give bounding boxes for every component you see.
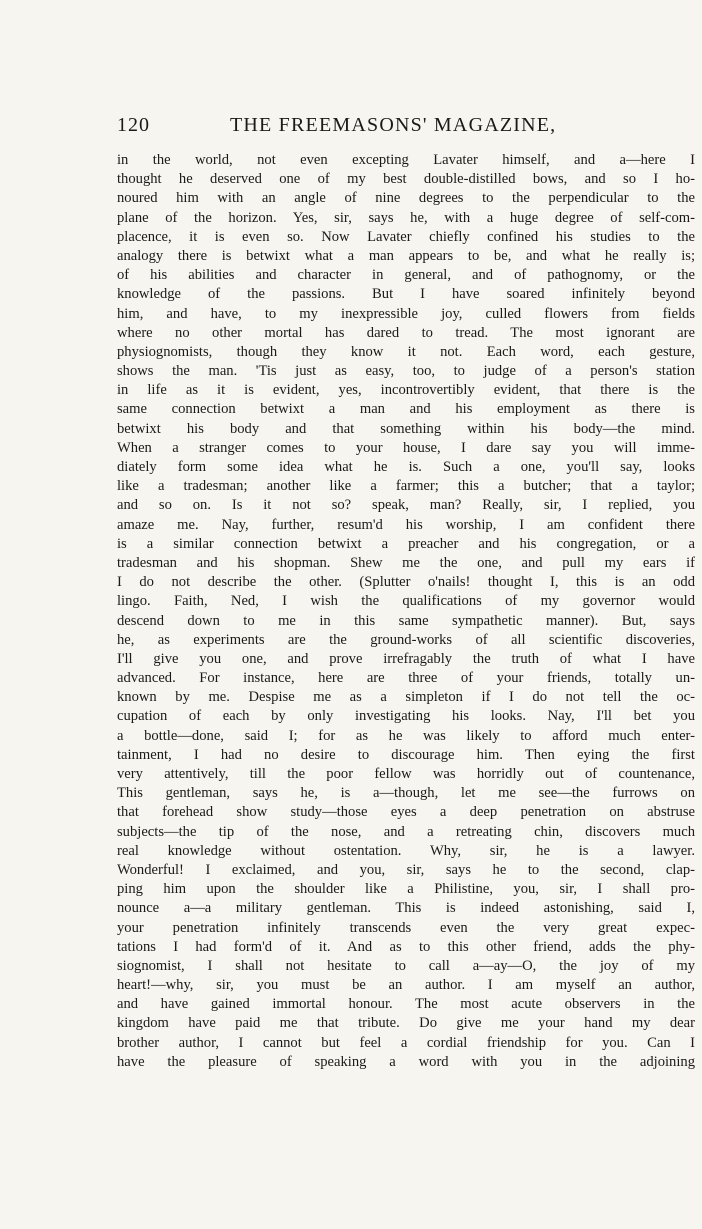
text-line: real knowledge without ostentation. Why, sir, he is a lawyer. [117, 842, 695, 859]
text-line: noured him with an angle of nine degrees to the perpendicular to the [117, 190, 695, 207]
text-line: like a tradesman; another like a farmer; this a butcher; that a taylor; [117, 478, 695, 495]
text-line: a bottle—done, said I; for as he was likely to afford much enter- [117, 727, 695, 744]
running-head: THE FREEMASONS' MAGAZINE, [230, 114, 557, 136]
text-line: tradesman and his shopman. Shew me the one, and pull my ears if [117, 554, 695, 571]
text-line: known by me. Despise me as a simpleton if I do not tell the oc- [117, 689, 695, 706]
text-line: is a similar connection betwixt a preacher and his congregation, or a [117, 535, 695, 552]
text-line: tainment, I had no desire to discourage him. Then eying the first [117, 746, 695, 763]
text-line: diately form some idea what he is. Such a one, you'll say, looks [117, 459, 695, 475]
text-line: him, and have, to my inexpressible joy, culled flowers from fields [117, 305, 695, 322]
text-line: This gentleman, says he, is a—though, let me see—the furrows on [117, 785, 695, 802]
body-text [117, 151, 695, 1072]
text-line: Wonderful! I exclaimed, and you, sir, says he to the second, clap- [117, 861, 695, 878]
text-line: I do not describe the other. (Splutter o'nails! thought I, this is an odd [117, 574, 695, 591]
text-line: in life as it is evident, yes, incontrovertibly evident, that there is the [117, 382, 695, 399]
text-line: have the pleasure of speaking a word with you in the adjoining [117, 1053, 695, 1070]
text-line: in the world, not even excepting Lavater himself, and a—here I [117, 152, 695, 168]
text-line: siognomist, I shall not hesitate to call a—ay—O, the joy of my [117, 957, 695, 974]
text-line: shows the man. 'Tis just as easy, too, to judge of a person's station [117, 363, 695, 380]
text-line: placence, it is even so. Now Lavater chiefly confined his studies to the [117, 228, 695, 245]
page-number: 120 [117, 114, 150, 136]
text-line: cupation of each by only investigating his looks. Nay, I'll bet you [117, 708, 695, 725]
text-line: and have gained immortal honour. The most acute observers in the [117, 996, 695, 1013]
text-line: very attentively, till the poor fellow was horridly out of countenance, [117, 766, 695, 782]
text-line: your penetration infinitely transcends even the very great expec- [117, 919, 695, 936]
text-line: thought he deserved one of my best double-distilled bows, and so I ho- [117, 171, 695, 188]
text-line: analogy there is betwixt what a man appears to be, and what he really is; [117, 247, 695, 264]
text-line: he, as experiments are the ground-works of all scientific discoveries, [117, 631, 695, 648]
text-line: brother author, I cannot but feel a cordial friendship for you. Can I [117, 1034, 695, 1051]
text-line: When a stranger comes to your house, I dare say you will imme- [117, 439, 695, 456]
text-line: same connection betwixt a man and his employment as there is [117, 401, 695, 418]
text-line: betwixt his body and that something within his body—the mind. [117, 420, 695, 437]
text-line: plane of the horizon. Yes, sir, says he, with a huge degree of self-com- [117, 209, 695, 226]
text-line: knowledge of the passions. But I have soared infinitely beyond [117, 286, 695, 303]
text-line: tations I had form'd of it. And as to this other friend, adds the phy- [117, 938, 695, 955]
text-line: subjects—the tip of the nose, and a retreating chin, discovers much [117, 823, 695, 840]
text-line: heart!—why, sir, you must be an author. I am myself an author, [117, 977, 695, 994]
text-line: and so on. Is it not so? speak, man? Really, sir, I replied, you [117, 497, 695, 514]
text-line: nounce a—a military gentleman. This is indeed astonishing, said I, [117, 900, 695, 917]
text-line: kingdom have paid me that tribute. Do give me your hand my dear [117, 1015, 695, 1032]
page-header [117, 114, 677, 144]
text-line: ping him upon the shoulder like a Philistine, you, sir, I shall pro- [117, 881, 695, 898]
text-line: that forehead show study—those eyes a deep penetration on abstruse [117, 804, 695, 821]
text-line: I'll give you one, and prove irrefragably the truth of what I have [117, 650, 695, 667]
text-line: physiognomists, though they know it not. Each word, each gesture, [117, 343, 695, 360]
text-line: descend down to me in this same sympathetic manner). But, says [117, 612, 695, 629]
text-line: where no other mortal has dared to tread. The most ignorant are [117, 324, 695, 341]
text-line: lingo. Faith, Ned, I wish the qualifications of my governor would [117, 593, 695, 610]
text-line: advanced. For instance, here are three of your friends, totally un- [117, 670, 695, 687]
text-line: amaze me. Nay, further, resum'd his worship, I am confident there [117, 516, 695, 533]
text-line: of his abilities and character in general, and of pathognomy, or the [117, 267, 695, 284]
